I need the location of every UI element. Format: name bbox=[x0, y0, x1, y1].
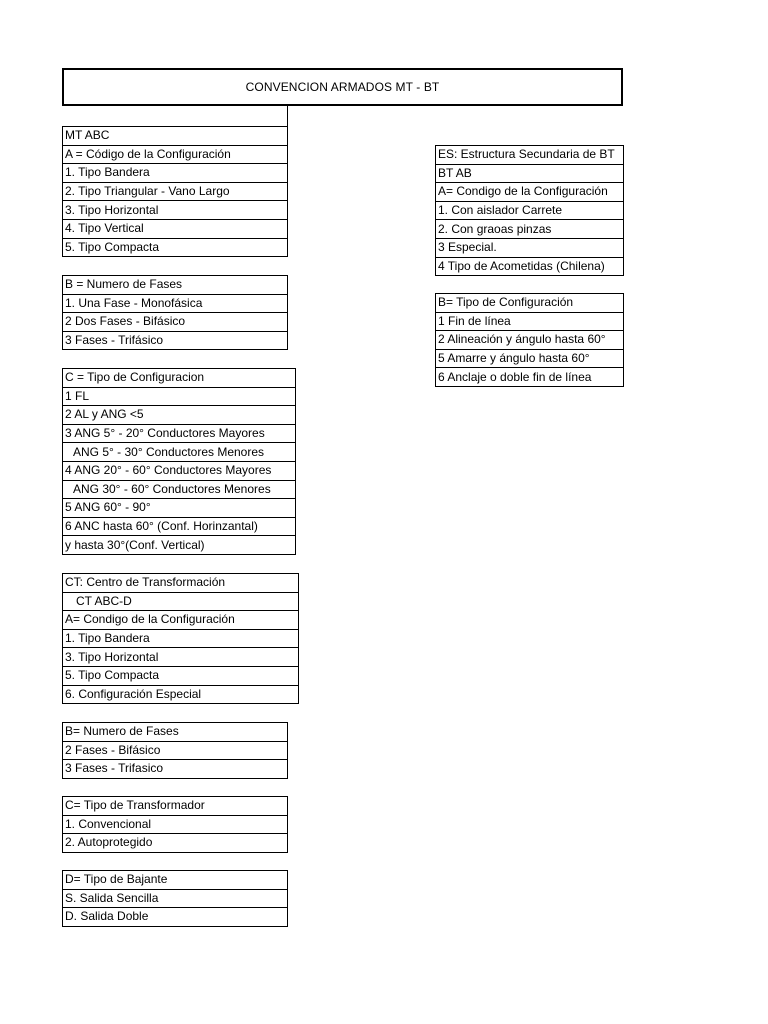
mt-c-table bbox=[62, 368, 296, 555]
es-a-title: A= Condigo de la Configuración bbox=[436, 183, 624, 202]
ct-code: CT ABC-D bbox=[63, 592, 299, 611]
table-row bbox=[436, 183, 624, 202]
list-item: y hasta 30°(Conf. Vertical) bbox=[63, 536, 296, 555]
list-item: 6. Configuración Especial bbox=[63, 685, 299, 704]
mt-a-title: A = Código de la Configuración bbox=[63, 145, 288, 164]
table-row bbox=[63, 145, 288, 164]
es-b-title: B= Tipo de Configuración bbox=[436, 294, 624, 313]
table-row bbox=[63, 127, 288, 146]
table-row bbox=[63, 760, 288, 779]
list-item: 2 Alineación y ángulo hasta 60° bbox=[436, 331, 624, 350]
table-row bbox=[436, 164, 624, 183]
list-item: 3 ANG 5° - 20° Conductores Mayores bbox=[63, 424, 296, 443]
table-row bbox=[63, 629, 299, 648]
list-item: 6 ANC hasta 60° (Conf. Horinzantal) bbox=[63, 517, 296, 536]
table-row bbox=[436, 201, 624, 220]
list-item: 3 Fases - Trifasico bbox=[63, 760, 288, 779]
table-row bbox=[436, 349, 624, 368]
table-row bbox=[63, 461, 296, 480]
table-row bbox=[436, 312, 624, 331]
ct-a-title: A= Condigo de la Configuración bbox=[63, 611, 299, 630]
table-row bbox=[436, 331, 624, 350]
list-item: 1. Con aislador Carrete bbox=[436, 201, 624, 220]
table-row bbox=[436, 146, 624, 165]
list-item: ANG 5° - 30° Conductores Menores bbox=[63, 443, 296, 462]
table-row bbox=[63, 871, 288, 890]
table-row bbox=[63, 741, 288, 760]
list-item: 1. Convencional bbox=[63, 815, 288, 834]
es-code: BT AB bbox=[436, 164, 624, 183]
list-item: 6 Anclaje o doble fin de línea bbox=[436, 368, 624, 387]
table-row bbox=[63, 369, 296, 388]
ct-title: CT: Centro de Transformación bbox=[63, 574, 299, 593]
ct-d-title: D= Tipo de Bajante bbox=[63, 871, 288, 890]
list-item: 2. Tipo Triangular - Vano Largo bbox=[63, 182, 288, 201]
table-row bbox=[63, 723, 288, 742]
list-item: 3 Especial. bbox=[436, 238, 624, 257]
list-item: D. Salida Doble bbox=[63, 908, 288, 927]
table-row bbox=[63, 536, 296, 555]
table-row bbox=[63, 276, 288, 295]
table-row bbox=[63, 889, 288, 908]
ct-b-table bbox=[62, 722, 288, 779]
table-row bbox=[63, 797, 288, 816]
table-row bbox=[63, 443, 296, 462]
ct-d-table bbox=[62, 870, 288, 927]
table-row bbox=[63, 666, 299, 685]
title-connector-line bbox=[287, 106, 288, 126]
list-item: 4 ANG 20° - 60° Conductores Mayores bbox=[63, 461, 296, 480]
list-item: 3. Tipo Horizontal bbox=[63, 201, 288, 220]
table-row bbox=[436, 238, 624, 257]
table-row bbox=[63, 574, 299, 593]
ct-a-table bbox=[62, 573, 299, 704]
mt-a-table bbox=[62, 126, 288, 257]
table-row bbox=[63, 331, 288, 350]
page-title: CONVENCION ARMADOS MT - BT bbox=[62, 68, 623, 106]
es-b-table bbox=[435, 293, 624, 387]
list-item: 1. Una Fase - Monofásica bbox=[63, 294, 288, 313]
list-item: 1. Tipo Bandera bbox=[63, 629, 299, 648]
ct-c-title: C= Tipo de Transformador bbox=[63, 797, 288, 816]
table-row bbox=[63, 815, 288, 834]
list-item: 2 AL y ANG <5 bbox=[63, 406, 296, 425]
table-row bbox=[436, 257, 624, 276]
mt-c-title: C = Tipo de Configuracion bbox=[63, 369, 296, 388]
table-row bbox=[63, 592, 299, 611]
list-item: 5 Amarre y ángulo hasta 60° bbox=[436, 349, 624, 368]
ct-c-table bbox=[62, 796, 288, 853]
list-item: 5 ANG 60° - 90° bbox=[63, 499, 296, 518]
table-row bbox=[436, 220, 624, 239]
list-item: 3 Fases - Trifásico bbox=[63, 331, 288, 350]
list-item: 2 Dos Fases - Bifásico bbox=[63, 313, 288, 332]
table-row bbox=[63, 499, 296, 518]
list-item: ANG 30° - 60° Conductores Menores bbox=[63, 480, 296, 499]
table-row bbox=[63, 164, 288, 183]
table-row bbox=[63, 611, 299, 630]
table-row bbox=[63, 908, 288, 927]
table-row bbox=[63, 219, 288, 238]
list-item: 5. Tipo Compacta bbox=[63, 666, 299, 685]
list-item: 1 FL bbox=[63, 387, 296, 406]
table-row bbox=[436, 368, 624, 387]
list-item: 2 Fases - Bifásico bbox=[63, 741, 288, 760]
table-row bbox=[63, 201, 288, 220]
list-item: 2. Con graoas pinzas bbox=[436, 220, 624, 239]
table-row bbox=[63, 387, 296, 406]
list-item: 1 Fin de línea bbox=[436, 312, 624, 331]
table-row bbox=[63, 294, 288, 313]
list-item: 5. Tipo Compacta bbox=[63, 238, 288, 257]
table-row bbox=[63, 182, 288, 201]
table-row bbox=[63, 685, 299, 704]
mt-b-table bbox=[62, 275, 288, 350]
mt-header: MT ABC bbox=[63, 127, 288, 146]
list-item: 1. Tipo Bandera bbox=[63, 164, 288, 183]
list-item: 2. Autoprotegido bbox=[63, 834, 288, 853]
list-item: 3. Tipo Horizontal bbox=[63, 648, 299, 667]
ct-b-title: B= Numero de Fases bbox=[63, 723, 288, 742]
table-row bbox=[63, 517, 296, 536]
table-row bbox=[63, 406, 296, 425]
table-row bbox=[63, 834, 288, 853]
table-row bbox=[63, 313, 288, 332]
table-row bbox=[63, 238, 288, 257]
table-row bbox=[63, 648, 299, 667]
list-item: S. Salida Sencilla bbox=[63, 889, 288, 908]
es-title: ES: Estructura Secundaria de BT bbox=[436, 146, 624, 165]
table-row bbox=[63, 424, 296, 443]
list-item: 4. Tipo Vertical bbox=[63, 219, 288, 238]
es-a-table bbox=[435, 145, 624, 276]
list-item: 4 Tipo de Acometidas (Chilena) bbox=[436, 257, 624, 276]
mt-b-title: B = Numero de Fases bbox=[63, 276, 288, 295]
table-row bbox=[63, 480, 296, 499]
table-row bbox=[436, 294, 624, 313]
